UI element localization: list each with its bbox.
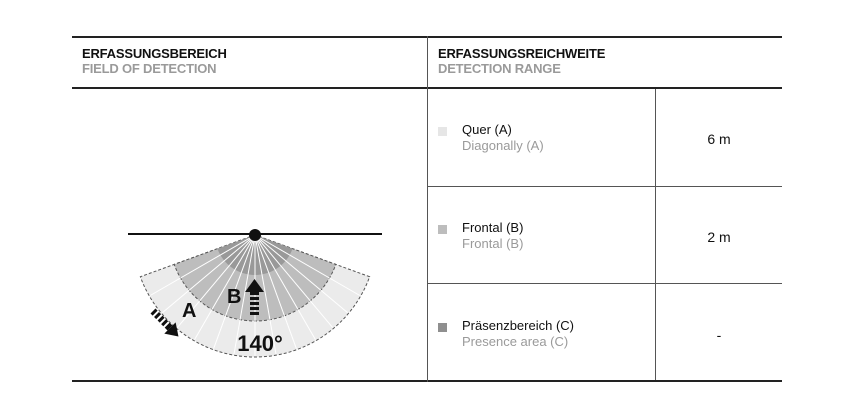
detection-table [72, 36, 782, 382]
header-field-of-detection [82, 46, 227, 76]
swatch-c [438, 323, 447, 332]
angle-label: 140° [237, 331, 283, 356]
row-b-value: 2 m [707, 229, 731, 245]
row-b-en: Frontal (B) [462, 236, 524, 251]
header-left-en: FIELD OF DETECTION [82, 61, 217, 76]
label-a: A [182, 300, 197, 322]
field-of-detection-diagram [72, 89, 427, 380]
header-left-de: ERFASSUNGSBEREICH [82, 46, 227, 61]
row-a-value: 6 m [707, 131, 731, 147]
header-right-en: DETECTION RANGE [438, 61, 561, 76]
column-divider [427, 36, 428, 382]
detection-fan-svg [72, 89, 427, 380]
row-divider-1 [427, 186, 782, 187]
header-right-de: ERFASSUNGSREICHWEITE [438, 46, 606, 61]
row-c-de: Präsenzbereich (C) [462, 318, 574, 333]
swatch-b [438, 225, 447, 234]
row-c-en: Presence area (C) [462, 334, 569, 349]
row-c-value: - [716, 327, 722, 343]
row-a-de: Quer (A) [462, 122, 512, 137]
header-detection-range [438, 46, 605, 76]
row-divider-2 [427, 283, 782, 284]
sensor-dot [249, 229, 261, 241]
label-b: B [227, 286, 242, 308]
swatch-a [438, 127, 447, 136]
row-a-en: Diagonally (A) [462, 138, 544, 153]
row-b-de: Frontal (B) [462, 220, 524, 235]
